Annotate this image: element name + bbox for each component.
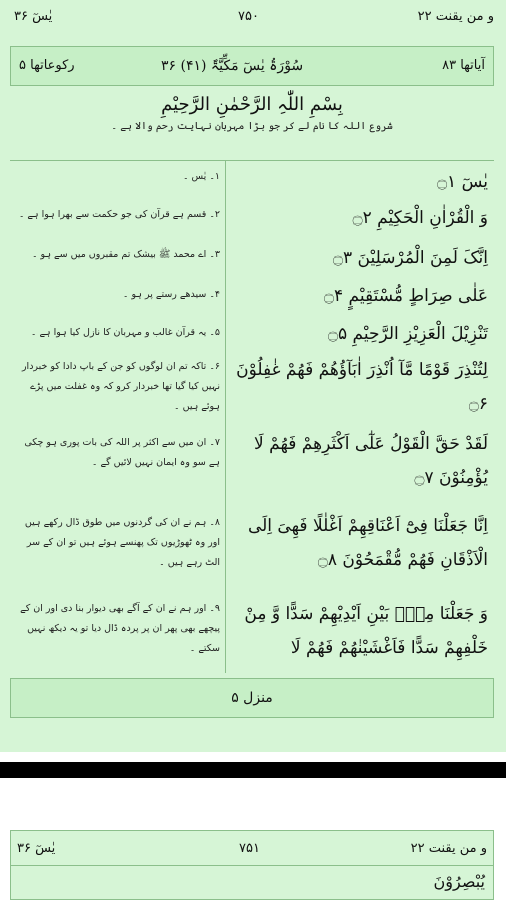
bismillah-translation: شروع اللہ کا نام لے کر جو بڑا مہربان نہایت رحم والا ہے ۔ (111, 121, 393, 132)
surah-title: ۳۶ سُوْرَۃُ یٰسٓ مَکِّیَّۃٌ (۴۱) (161, 58, 304, 74)
next-page-first-line: یُبْصِرُوْنَ (10, 866, 494, 900)
translation-3: ۳۔ اے محمد ﷺ بیشک تم مقبروں میں سے ہو ۔ (31, 249, 220, 260)
translation-6: ۶۔ تاکہ تم ان لوگوں کو جن کے باپ دادا کو خبردار نہیں کیا گیا تھا خبردار کرو کہ وہ غفلت میں پڑے ہوئے ہیں ۔ (21, 361, 220, 412)
translation-9: ۹۔ اور ہم نے ان کے آگے بھی دیوار بنا دی اور ان کے پیچھے بھی پھر ان پر پردہ ڈال دیا تو یہ دیکھ نہیں سکتے ۔ (20, 603, 220, 654)
ayah-1: یٰسٓ ۝۱ (437, 172, 488, 192)
ayah-4: عَلٰی صِرَاطٍ مُّسْتَقِیْمٍ ۝۴ (324, 286, 488, 306)
manzil-footer: منزل ۵ (10, 678, 494, 718)
page-separator-bar (0, 762, 506, 778)
ayah-2: وَ الْقُرْاٰنِ الْحَکِیْمِ ۝۲ (352, 208, 488, 228)
surah-number-label: یٰسٓ ۳۶ (14, 9, 53, 24)
para-label: و من یقنت ۲۲ (410, 841, 487, 856)
verses-columns (10, 160, 494, 673)
ayah-3: اِنَّکَ لَمِنَ الْمُرْسَلِیْنَ ۝۳ (333, 248, 488, 268)
bismillah: بِسْمِ اللّٰہِ الرَّحْمٰنِ الرَّحِیْمِ (161, 94, 343, 115)
ayah-9: وَ جَعَلْنَا مِنْۢ بَیْنِ اَیْدِیْھِمْ سَدًّا وَّ مِنْ خَلْفِھِمْ سَدًّا فَاَغْشَیْنٰھُمْ فَھُمْ لَا (244, 604, 488, 658)
surah-number-label: یٰسٓ ۳۶ (17, 841, 56, 856)
page-header (0, 0, 506, 34)
translation-2: ۲۔ قسم ہے قرآن کی جو حکمت سے بھرا ہوا ہے ۔ (18, 209, 220, 220)
ayah-6: لِتُنْذِرَ قَوْمًا مَّآ اُنْذِرَ اٰبَآؤُھُمْ فَھُمْ غٰفِلُوْنَ ۝۶ (236, 360, 488, 414)
ayat-count: آیاتھا ۸۳ (442, 58, 485, 73)
page-header-751 (10, 830, 494, 866)
ayah-5: تَنْزِیْلَ الْعَزِیْزِ الرَّحِیْمِ ۝۵ (328, 324, 488, 344)
column-divider (225, 161, 226, 673)
translation-8: ۸۔ ہم نے ان کی گردنوں میں طوق ڈال رکھے ہیں اور وہ ٹھوڑیوں تک پھنسے ہوئے ہیں تو ان کے سر الٹ رہے ہیں ۔ (24, 517, 220, 568)
ayah-8: اِنَّا جَعَلْنَا فِیْٓ اَعْنَاقِھِمْ اَغْلٰلًا فَھِیَ اِلَی الْاَذْقَانِ فَھُمْ مُّقْمَحُوْنَ ۝۸ (247, 516, 488, 570)
ayah-7: لَقَدْ حَقَّ الْقَوْلُ عَلٰٓی اَکْثَرِھِمْ فَھُمْ لَا یُؤْمِنُوْنَ ۝۷ (254, 434, 488, 488)
surah-title-bar (10, 46, 494, 86)
translation-1: ۱۔ یٰس ۔ (182, 171, 220, 182)
translation-5: ۵۔ یہ قرآن غالب و مہربان کا نازل کیا ہوا ہے ۔ (30, 327, 220, 338)
page-number: ۷۵۱ (239, 841, 260, 856)
translation-7: ۷۔ ان میں سے اکثر پر اللہ کی بات پوری ہو چکی ہے سو وہ ایمان نہیں لائیں گے ۔ (24, 437, 220, 468)
bismillah-block (10, 86, 494, 132)
para-label: و من یقنت ۲۲ (417, 9, 494, 24)
ruku-count: رکوعاتھا ۵ (19, 58, 75, 73)
page-number: ۷۵۰ (238, 9, 259, 24)
translation-4: ۴۔ سیدھے رستے پر ہو ۔ (122, 289, 220, 300)
